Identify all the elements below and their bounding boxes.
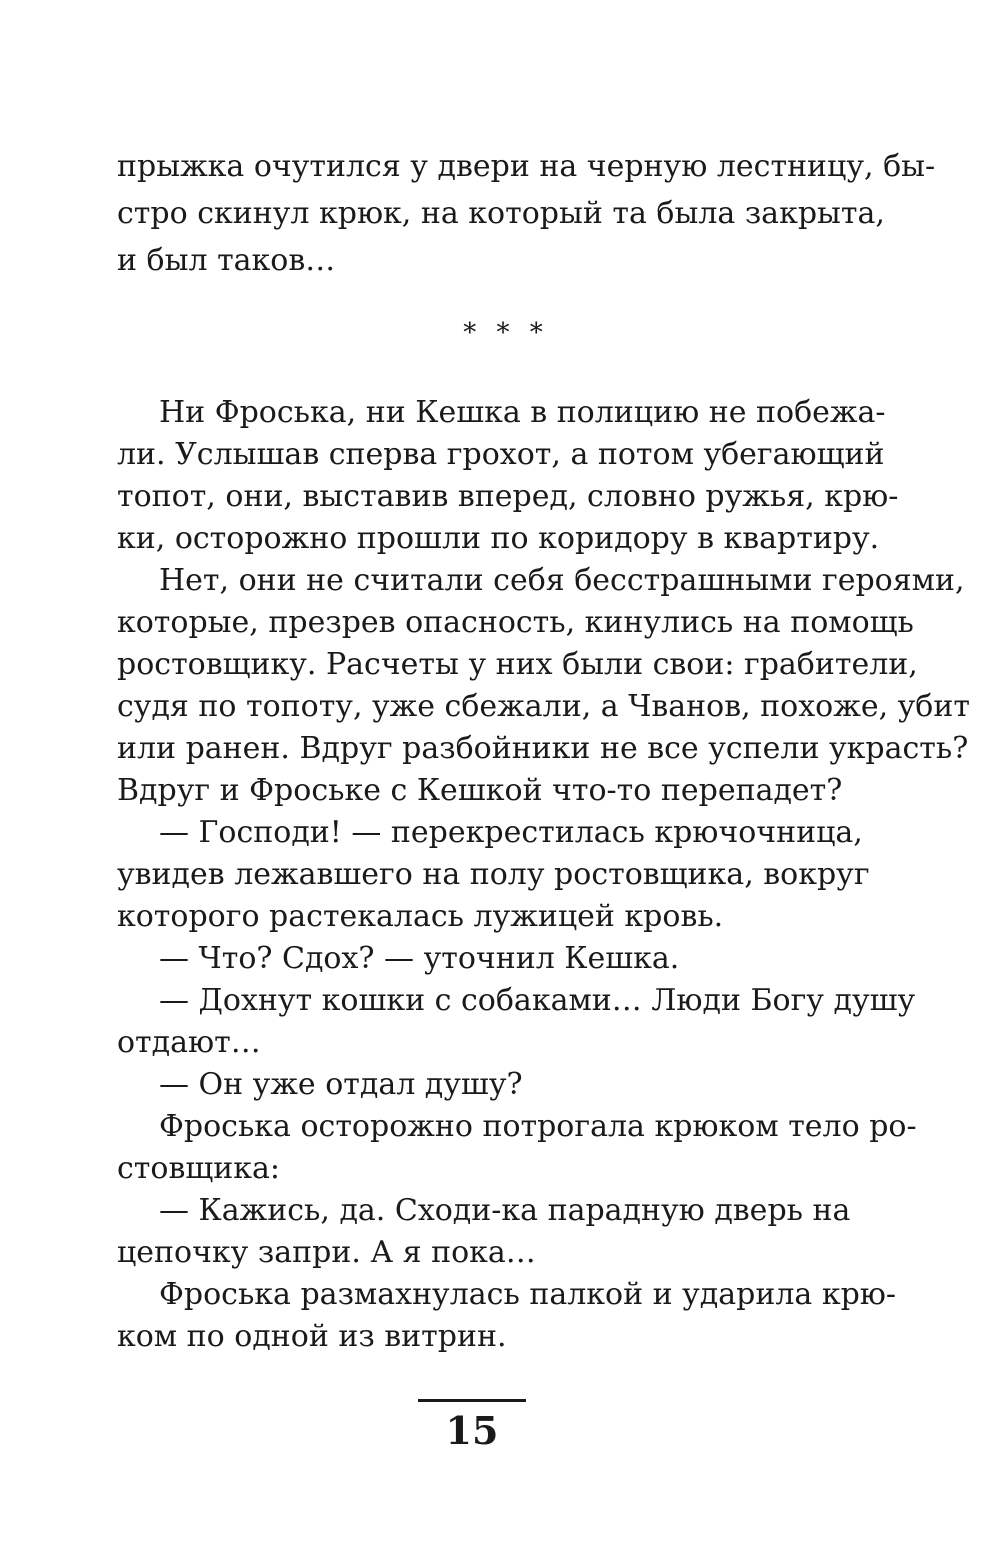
- footer-rule: [418, 1399, 526, 1402]
- text-line: — Кажись, да. Сходи-ка парадную дверь на: [159, 1193, 851, 1228]
- text-line: судя по топоту, уже сбежали, а Чванов, похоже, убит: [117, 689, 970, 724]
- text-line: ли. Услышав сперва грохот, а потом убегающий: [117, 437, 885, 472]
- text-line: которого растекалась лужицей кровь.: [117, 899, 724, 934]
- text-line: Ни Фроська, ни Кешка в полицию не побежа-: [159, 395, 886, 430]
- section-separator: * * *: [463, 318, 549, 348]
- text-line: — Господи! — перекрестилась крючочница,: [159, 815, 863, 850]
- text-line: — Что? Сдох? — уточнил Кешка.: [159, 941, 680, 976]
- text-line: которые, презрев опасность, кинулись на помощь: [117, 605, 914, 640]
- text-line: ки, осторожно прошли по коридору в квартиру.: [117, 521, 880, 556]
- text-line: отдают…: [117, 1025, 261, 1060]
- text-line: ком по одной из витрин.: [117, 1319, 507, 1354]
- text-line: стовщика:: [117, 1151, 280, 1186]
- text-line: Фроська осторожно потрогала крюком тело ро-: [159, 1109, 917, 1144]
- page-number: 15: [445, 1408, 499, 1453]
- text-line: или ранен. Вдруг разбойники не все успели украсть?: [117, 731, 969, 766]
- text-line: Вдруг и Фроське с Кешкой что-то перепадет?: [117, 773, 843, 808]
- text-line: цепочку запри. А я пока…: [117, 1235, 536, 1270]
- text-line: топот, они, выставив вперед, словно ружья, крю-: [117, 479, 899, 514]
- text-line: и был таков…: [117, 243, 336, 278]
- text-line: прыжка очутился у двери на черную лестницу, бы-: [117, 149, 936, 184]
- text-line: — Дохнут кошки с собаками… Люди Богу душу: [159, 983, 916, 1018]
- text-line: стро скинул крюк, на который та была закрыта,: [117, 196, 885, 231]
- text-line: увидев лежавшего на полу ростовщика, вокруг: [117, 857, 870, 892]
- text-line: — Он уже отдал душу?: [159, 1067, 523, 1102]
- text-line: Нет, они не считали себя бесстрашными героями,: [159, 563, 965, 598]
- text-line: Фроська размахнулась палкой и ударила крю-: [159, 1277, 897, 1312]
- text-line: ростовщику. Расчеты у них были свои: грабители,: [117, 647, 918, 682]
